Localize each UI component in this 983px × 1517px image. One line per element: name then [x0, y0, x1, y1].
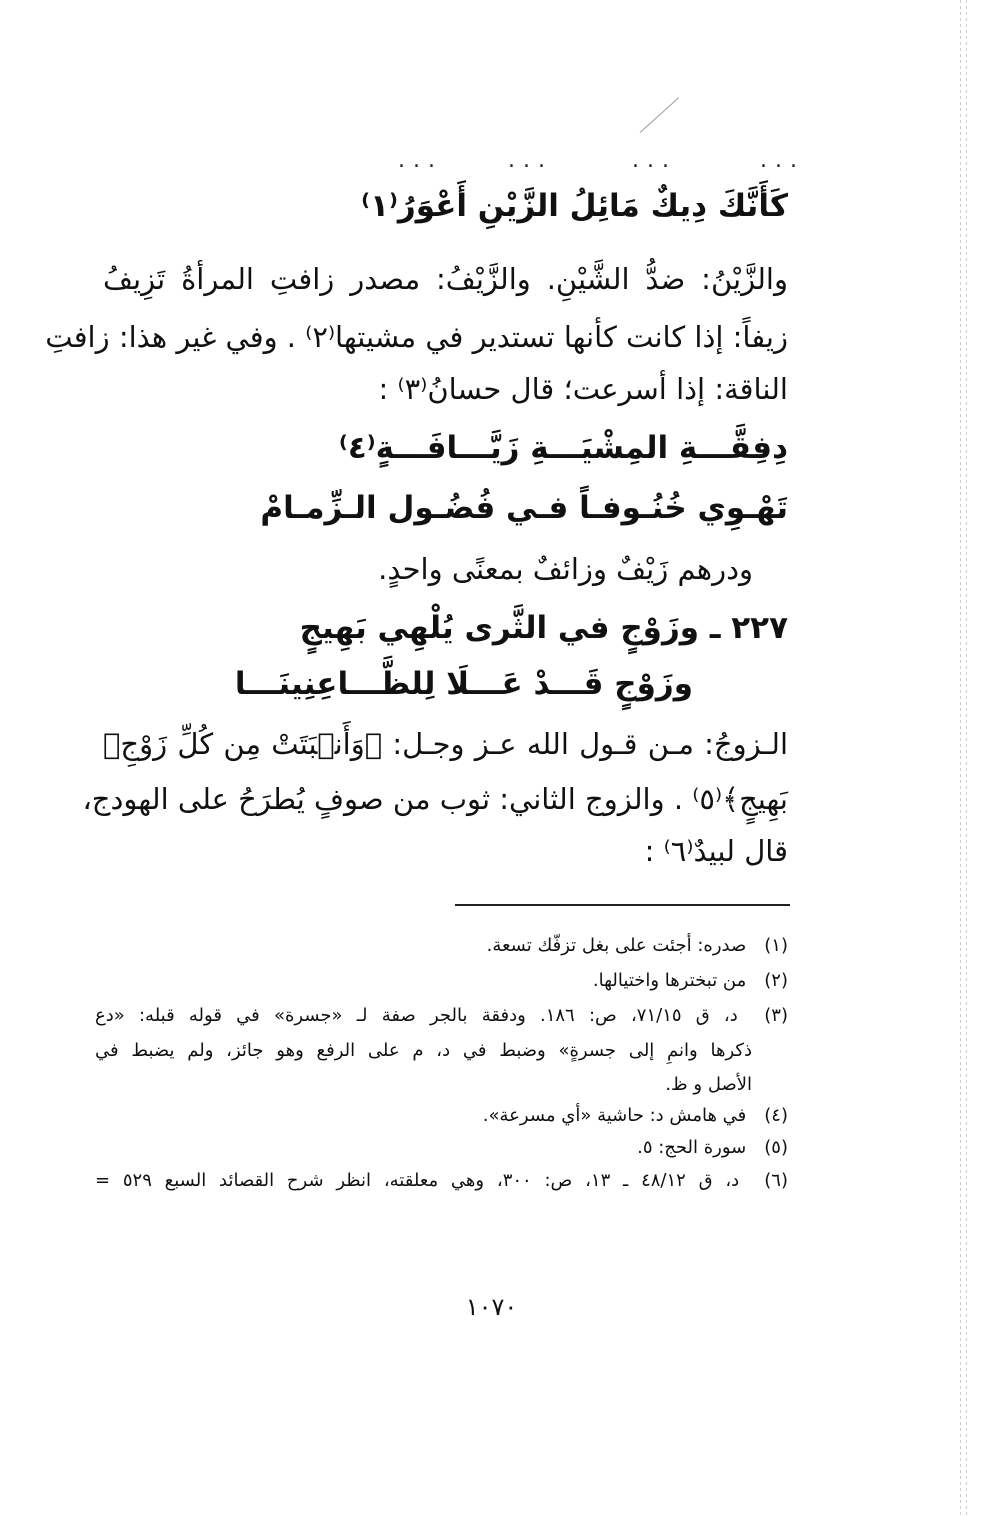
footnote: [637, 1137, 788, 1158]
footnote-number: (٤): [764, 1105, 788, 1126]
footnote: [593, 970, 788, 991]
scan-edge-line: [960, 0, 961, 1517]
scan-scratch-mark: [640, 97, 679, 133]
footnote: [483, 1105, 788, 1126]
footnote: [487, 935, 788, 956]
footnote-number: (١): [764, 935, 788, 956]
footnote-number: (٣): [764, 1005, 788, 1026]
footnote-divider: [455, 904, 790, 906]
footnote-text: د، ق ٧١/١٥، ص: ١٨٦. ودفقة بالجر صفة لـ «جسرة» في قوله قبله: «دع: [95, 1005, 738, 1026]
page-number: ١٠٧٠: [465, 1293, 518, 1321]
ellipsis-mark: ...: [760, 148, 805, 173]
verse-227-line: وزَوْجٍ قَـــدْ عَـــلَا لِلظَّـــاعِنِينَـــا: [234, 666, 693, 702]
footnote-continuation: ذكرها وانمِ إلى جسرةٍ» وضبط في د، م على الرفع وهو جائز، ولم يضبط في: [95, 1040, 752, 1061]
paragraph-line: بَهِيجٍ﴾⁽٥⁾ . والزوج الثاني: ثوب من صوفٍ يُطرَحُ على الهودج،: [82, 782, 788, 816]
scan-edge-line: [966, 0, 967, 1517]
footnote-text: من تبخترها واختيالها.: [592, 970, 747, 991]
footnote-continuation: الأصل و ظ.: [665, 1074, 752, 1095]
footnote-number: (٥): [764, 1137, 788, 1158]
poem-line: كَأَنَّكَ دِيكٌ مَائِلُ الزَّيْنِ أَعْوَرُ⁽١⁾: [361, 188, 788, 224]
verse-227-line: ٢٢٧ ـ وزَوْجٍ في الثَّرى يُلْهِي بَهِيجٍ: [299, 610, 788, 646]
footnote: [95, 1170, 788, 1191]
footnote-text: صدره: أجئت على بغل تزفّك تسعة.: [486, 935, 747, 956]
ellipsis-mark: ...: [508, 148, 553, 173]
paragraph-line: الـزوجُ: مـن قـول الله عـز وجـل: ﴿وَأَنۢبَتَتْ مِن كُلِّ زَوْجِۭ: [103, 727, 788, 761]
ellipsis-mark: ...: [398, 148, 443, 173]
poem-line: تَهْـوِي خُنُـوفـاً فـي فُضُـول الـزِّمـامْ: [260, 490, 788, 526]
footnote-text: في هامش د: حاشية «أي مسرعة».: [482, 1105, 747, 1126]
paragraph-line: الناقة: إذا أسرعت؛ قال حسانُ⁽٣⁾ :: [378, 372, 788, 406]
paragraph-line: والزَّيْنُ: ضدُّ الشَّيْنِ. والزَّيْفُ: مصدر زافتِ المرأةُ تَزِيفُ: [103, 262, 788, 296]
paragraph-line: زيفاً: إذا كانت كأنها تستدير في مشيتها⁽٢⁾ . وفي غير هذا: زافتِ: [45, 320, 788, 354]
footnote-text: سورة الحج: ٥.: [637, 1137, 747, 1158]
paragraph-line: قال لبيدٌ⁽٦⁾ :: [644, 834, 788, 868]
footnote-text: د، ق ٤٨/١٢ ـ ١٣، ص: ٣٠٠، وهي معلقته، انظر شرح القصائد السبع ٥٢٩ =: [95, 1170, 740, 1191]
footnote: [95, 1005, 788, 1026]
paragraph-line: ودرهم زَيْفٌ وزائفٌ بمعنًى واحدٍ.: [378, 552, 753, 586]
poem-line: دِفِقَّـــةِ المِشْيَـــةِ زَيَّـــافَـــةٍ⁽٤⁾: [338, 430, 788, 466]
footnote-number: (٢): [764, 970, 788, 991]
footnote-number: (٦): [764, 1170, 788, 1191]
ellipsis-mark: ...: [632, 148, 677, 173]
